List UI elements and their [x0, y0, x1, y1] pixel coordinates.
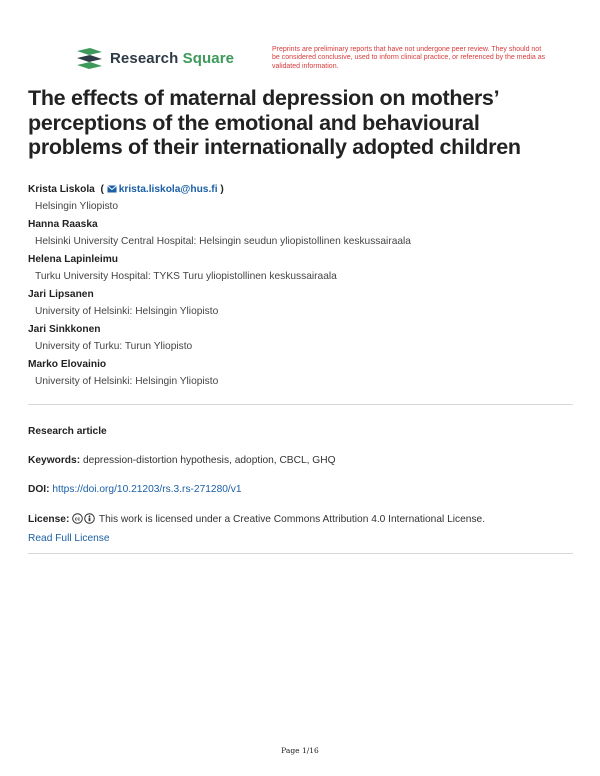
license-text: This work is licensed under a Creative Commons Attribution 4.0 International License. — [98, 514, 486, 525]
author-email-link[interactable]: krista.liskola@hus.fi — [118, 184, 218, 195]
keywords-label: Keywords: — [28, 455, 81, 466]
author-name: Jari Sinkkonen — [28, 324, 101, 335]
author-list — [28, 181, 568, 391]
svg-text:cc: cc — [74, 516, 81, 523]
author-entry — [28, 356, 568, 391]
author-affiliation: Helsinki University Central Hospital: Helsingin seudun yliopistollinen keskussairaala — [35, 236, 411, 247]
research-square-logo-icon — [74, 46, 104, 70]
research-square-logo[interactable] — [74, 46, 234, 70]
author-entry — [28, 216, 568, 251]
author-entry — [28, 251, 568, 286]
author-affiliation: University of Turku: Turun Yliopisto — [35, 341, 193, 352]
doi-link[interactable]: https://doi.org/10.21203/rs.3.rs-271280/v1 — [52, 484, 242, 495]
paper-title: The effects of maternal depression on mothers’ perceptions of the emotional and behavioural problems of their internationally adopted children — [28, 86, 521, 159]
author-affiliation: Helsingin Yliopisto — [35, 201, 119, 212]
logo-word-research: Research — [110, 49, 179, 67]
author-affiliation: University of Helsinki: Helsingin Yliopisto — [35, 306, 219, 317]
keywords-value: depression-distortion hypothesis, adoption, CBCL, GHQ — [82, 455, 336, 466]
doi — [28, 481, 573, 498]
cc-icon[interactable] — [72, 513, 83, 530]
article-type-label: Research article — [28, 426, 107, 437]
keywords — [28, 452, 573, 469]
doi-label: DOI: — [28, 484, 50, 495]
author-name: Jari Lipsanen — [28, 289, 94, 300]
article-type — [28, 423, 573, 440]
author-affiliation: Turku University Hospital: TYKS Turu yliopistollinen keskussairaala — [35, 271, 337, 282]
author-entry: Krista Liskola ( krista.liskola@hus.fi ) Helsingin Yliopisto — [28, 181, 568, 216]
author-name: Krista Liskola — [28, 184, 95, 195]
author-name: Hanna Raaska — [28, 219, 98, 230]
page-number: Page 1/16 — [281, 746, 319, 755]
author-name: Marko Elovainio — [28, 359, 107, 370]
logo-word-square: Square — [182, 49, 235, 67]
header — [74, 46, 544, 76]
author-entry — [28, 286, 568, 321]
divider — [28, 553, 573, 554]
attribution-icon[interactable] — [84, 513, 95, 530]
divider — [28, 404, 573, 405]
author-entry — [28, 321, 568, 356]
license-label: License: — [28, 514, 70, 525]
author-affiliation: University of Helsinki: Helsingin Yliopisto — [35, 376, 219, 387]
preprint-notice: Preprints are preliminary reports that have not undergone peer review. They should not be considered conclusive, used to inform clinical practice, or referenced by the media as validated information. — [272, 46, 546, 70]
author-name: Helena Lapinleimu — [28, 254, 119, 265]
mail-icon — [107, 182, 117, 199]
license — [28, 511, 573, 547]
logo-wordmark — [110, 50, 234, 67]
read-full-license-link[interactable]: Read Full License — [28, 533, 110, 544]
